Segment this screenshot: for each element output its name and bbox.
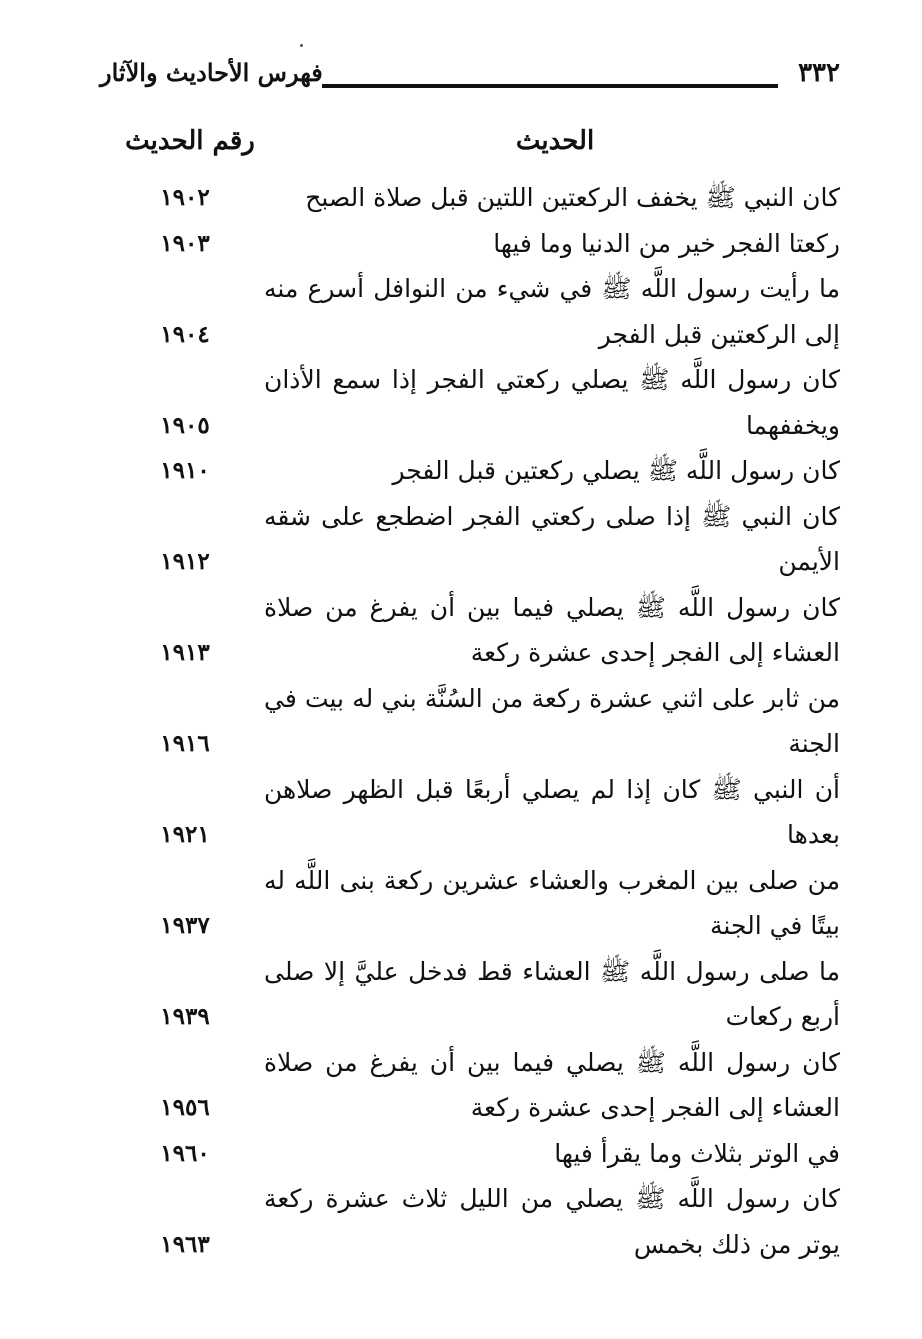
hadith-text: كان رسول اللَّه ﷺ يصلي ركعتين قبل الفجر (392, 456, 840, 485)
hadith-text: كان رسول اللَّه ﷺ يصلي من الليل ثلاث عشرة ركعة يوتر من ذلك بخمس (264, 1184, 840, 1259)
page-header (100, 58, 840, 98)
index-entry (0, 676, 922, 767)
index-entry (0, 357, 922, 448)
hadith-index-list (0, 175, 922, 1267)
hadith-text: ما رأيت رسول اللَّه ﷺ في شيء من النوافل أسرع منه إلى الركعتين قبل الفجر (264, 274, 840, 349)
running-title: فهرس الأحاديث والآثار (100, 58, 323, 87)
hadith-text: كان رسول اللَّه ﷺ يصلي فيما بين أن يفرغ من صلاة العشاء إلى الفجر إحدى عشرة ركعة (264, 592, 840, 667)
index-entry (0, 585, 922, 676)
hadith-text: من ثابر على اثني عشرة ركعة من السُنَّة بني له بيت في الجنة (264, 683, 840, 758)
column-header-number: رقم الحديث (125, 126, 255, 156)
hadith-text: ركعتا الفجر خير من الدنيا وما فيها (493, 228, 840, 258)
index-entry (0, 858, 922, 949)
index-entry (0, 1040, 922, 1131)
hadith-text: كان النبي ﷺ إذا صلى ركعتي الفجر اضطجع على شقه الأيمن (264, 501, 840, 576)
index-entry (0, 175, 922, 221)
print-speck (300, 44, 303, 47)
index-entry (0, 494, 922, 585)
index-entry (0, 767, 922, 858)
hadith-number: ١٩٢١ (160, 821, 210, 848)
index-entry (0, 1131, 922, 1177)
hadith-number: ١٩٠٥ (160, 411, 210, 439)
hadith-number: ١٩٥٦ (160, 1094, 210, 1121)
index-entry (0, 448, 922, 494)
page-number: ٣٣٢ (798, 58, 840, 88)
hadith-text: كان رسول اللَّه ﷺ يصلي فيما بين أن يفرغ من صلاة العشاء إلى الفجر إحدى عشرة ركعة (264, 1047, 840, 1122)
header-rule (322, 84, 778, 88)
hadith-number: ١٩١٣ (160, 639, 210, 666)
hadith-number: ١٩٠٣ (160, 229, 210, 257)
hadith-number: ١٩٣٩ (160, 1003, 210, 1030)
column-header-hadith: الحديث (515, 126, 595, 156)
hadith-number: ١٩٦٣ (160, 1230, 210, 1258)
hadith-text: كان النبي ﷺ يخفف الركعتين اللتين قبل صلاة الصبح (305, 183, 840, 212)
hadith-text: أن النبي ﷺ كان إذا لم يصلي أربعًا قبل الظهر صلاهن بعدها (264, 774, 840, 849)
hadith-number: ١٩٦٠ (160, 1139, 210, 1167)
hadith-number: ١٩٠٤ (160, 320, 210, 348)
hadith-text: في الوتر بثلاث وما يقرأ فيها (554, 1138, 840, 1168)
hadith-number: ١٩١٦ (160, 730, 210, 757)
index-entry (0, 266, 922, 357)
index-entry (0, 221, 922, 267)
index-entry (0, 949, 922, 1040)
hadith-text: من صلى بين المغرب والعشاء عشرين ركعة بنى اللَّه له بيتًا في الجنة (264, 865, 840, 940)
index-entry (0, 1176, 922, 1267)
hadith-number: ١٩٣٧ (160, 912, 210, 939)
hadith-text: ما صلى رسول اللَّه ﷺ العشاء قط فدخل عليَّ إلا صلى أربع ركعات (264, 956, 840, 1031)
hadith-number: ١٩٠٢ (160, 184, 210, 211)
hadith-number: ١٩١٠ (160, 457, 210, 484)
hadith-text: كان رسول اللَّه ﷺ يصلي ركعتي الفجر إذا سمع الأذان ويخففهما (264, 365, 840, 440)
hadith-number: ١٩١٢ (160, 548, 210, 575)
